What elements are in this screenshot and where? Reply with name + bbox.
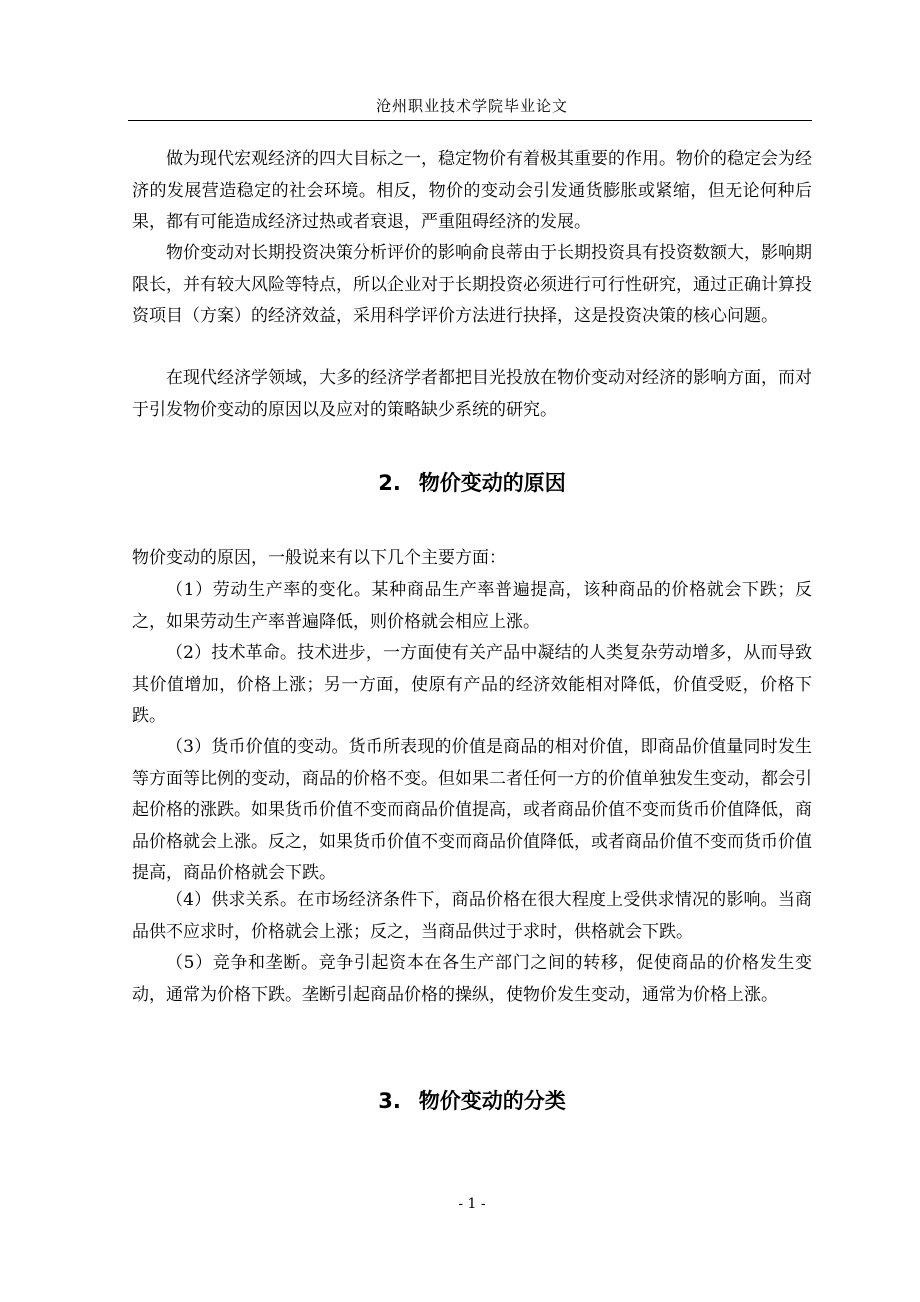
section-heading <box>132 1085 812 1115</box>
section-lead: 物价变动的原因，一般说来有以下几个主要方面： <box>132 548 506 568</box>
header-divider <box>128 120 812 121</box>
list-item: （2）技术革命。技术进步，一方面使有关产品中凝结的人类复杂劳动增多，从而导致其价值增加，价格上涨；另一方面，使原有产品的经济效能相对降低，价值受贬，价格下跌。 <box>132 643 812 726</box>
intro-paragraph: 在现代经济学领域，大多的经济学者都把目光投放在物价变动对经济的影响方面，而对于引发物价变动的原因以及应对的策略缺少系统的研究。 <box>132 368 812 420</box>
section-title: 物价变动的分类 <box>418 1089 566 1113</box>
page-number: - 1 - <box>458 1196 486 1212</box>
section-heading <box>132 467 812 497</box>
list-item: （4）供求关系。在市场经济条件下，商品价格在很大程度上受供求情况的影响。当商品供不应求时，价格就会上涨；反之，当商品供过于求时，供格就会下跌。 <box>132 890 812 942</box>
section-number: 3. <box>378 1089 401 1113</box>
section-number: 2. <box>378 471 401 495</box>
list-item: （3）货币价值的变动。货币所表现的价值是商品的相对价值，即商品价值量同时发生等方面等比例的变动，商品的价格不变。但如果二者任何一方的价值单独发生变动，都会引起价格的涨跌。如果货币价值不变而商品价值提高，或者商品价值不变而货币价值降低，商品价格就会上涨。反之，如果货币价值不变而商品价值降低，或者商品价值不变而货币价值提高，商品价格就会下跌。 <box>132 737 812 883</box>
section-title: 物价变动的原因 <box>418 471 566 495</box>
intro-paragraph: 做为现代宏观经济的四大目标之一，稳定物价有着极其重要的作用。物价的稳定会为经济的发展营造稳定的社会环境。相反，物价的变动会引发通货膨胀或紧缩，但无论何种后果，都有可能造成经济过热或者衰退，严重阻碍经济的发展。 <box>132 149 812 232</box>
intro-paragraph: 物价变动对长期投资决策分析评价的影响俞良蒂由于长期投资具有投资数额大，影响期限长，并有较大风险等特点，所以企业对于长期投资必须进行可行性研究，通过正确计算投资项目（方案）的经济效益，采用科学评价方法进行抉择，这是投资决策的核心问题。 <box>132 243 812 326</box>
list-item: （1）劳动生产率的变化。某种商品生产率普遍提高，该种商品的价格就会下跌；反之，如果劳动生产率普遍降低，则价格就会相应上涨。 <box>132 580 812 632</box>
list-item: （5）竞争和垄断。竞争引起资本在各生产部门之间的转移，促使商品的价格发生变动，通常为价格下跌。垄断引起商品价格的操纵，使物价发生变动，通常为价格上涨。 <box>132 953 812 1005</box>
page-header: 沧州职业技术学院毕业论文 <box>375 97 568 115</box>
